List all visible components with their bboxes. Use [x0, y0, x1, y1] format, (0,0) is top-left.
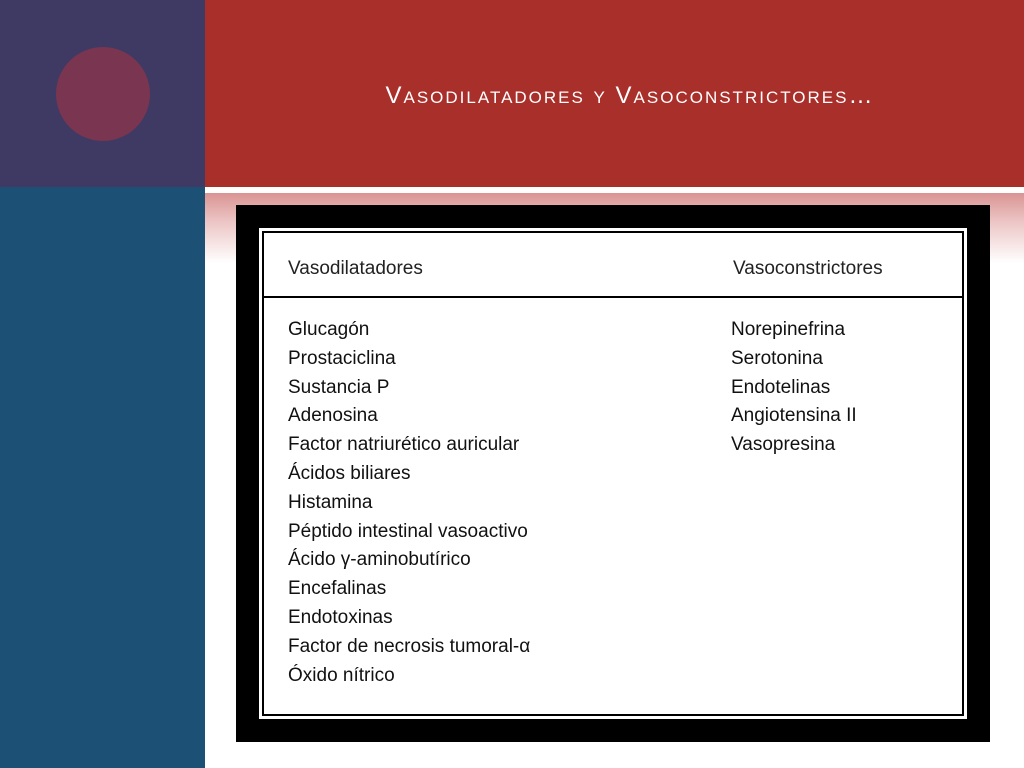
- list-item: Adenosina: [288, 405, 378, 427]
- decorative-circle: [56, 47, 150, 141]
- list-item: Serotonina: [731, 347, 823, 369]
- list-item: Factor de necrosis tumoral-α: [288, 635, 531, 657]
- list-item: Ácido γ-aminobutírico: [288, 549, 471, 571]
- vasoconstrictores-list: [731, 316, 857, 460]
- list-item: Sustancia P: [288, 376, 390, 398]
- list-item: Ácidos biliares: [288, 462, 411, 484]
- list-item: Óxido nítrico: [288, 664, 395, 686]
- list-item: Endotelinas: [731, 376, 831, 398]
- list-item: Vasopresina: [731, 434, 836, 456]
- left-sidebar-bar: [0, 187, 205, 768]
- list-item: Endotoxinas: [288, 606, 393, 628]
- list-item: Péptido intestinal vasoactivo: [288, 520, 528, 542]
- list-item: Angiotensina II: [731, 405, 857, 427]
- list-item: Norepinefrina: [731, 319, 846, 340]
- table: [257, 226, 969, 721]
- list-item: Factor natriurético auricular: [288, 434, 520, 456]
- table-image-frame: [236, 205, 990, 742]
- list-item: Encefalinas: [288, 578, 387, 600]
- list-item: Histamina: [288, 491, 373, 513]
- slide-title: Vasodilatadores y Vasoconstrictores…: [385, 82, 875, 109]
- list-item: Glucagón: [288, 319, 370, 340]
- header-divider: [264, 296, 962, 298]
- column-header-vasoconstrictores: Vasoconstrictores: [733, 258, 883, 279]
- vasodilatadores-list: [288, 316, 530, 690]
- column-header-vasodilatadores: Vasodilatadores: [288, 258, 423, 279]
- list-item: Prostaciclina: [288, 347, 396, 369]
